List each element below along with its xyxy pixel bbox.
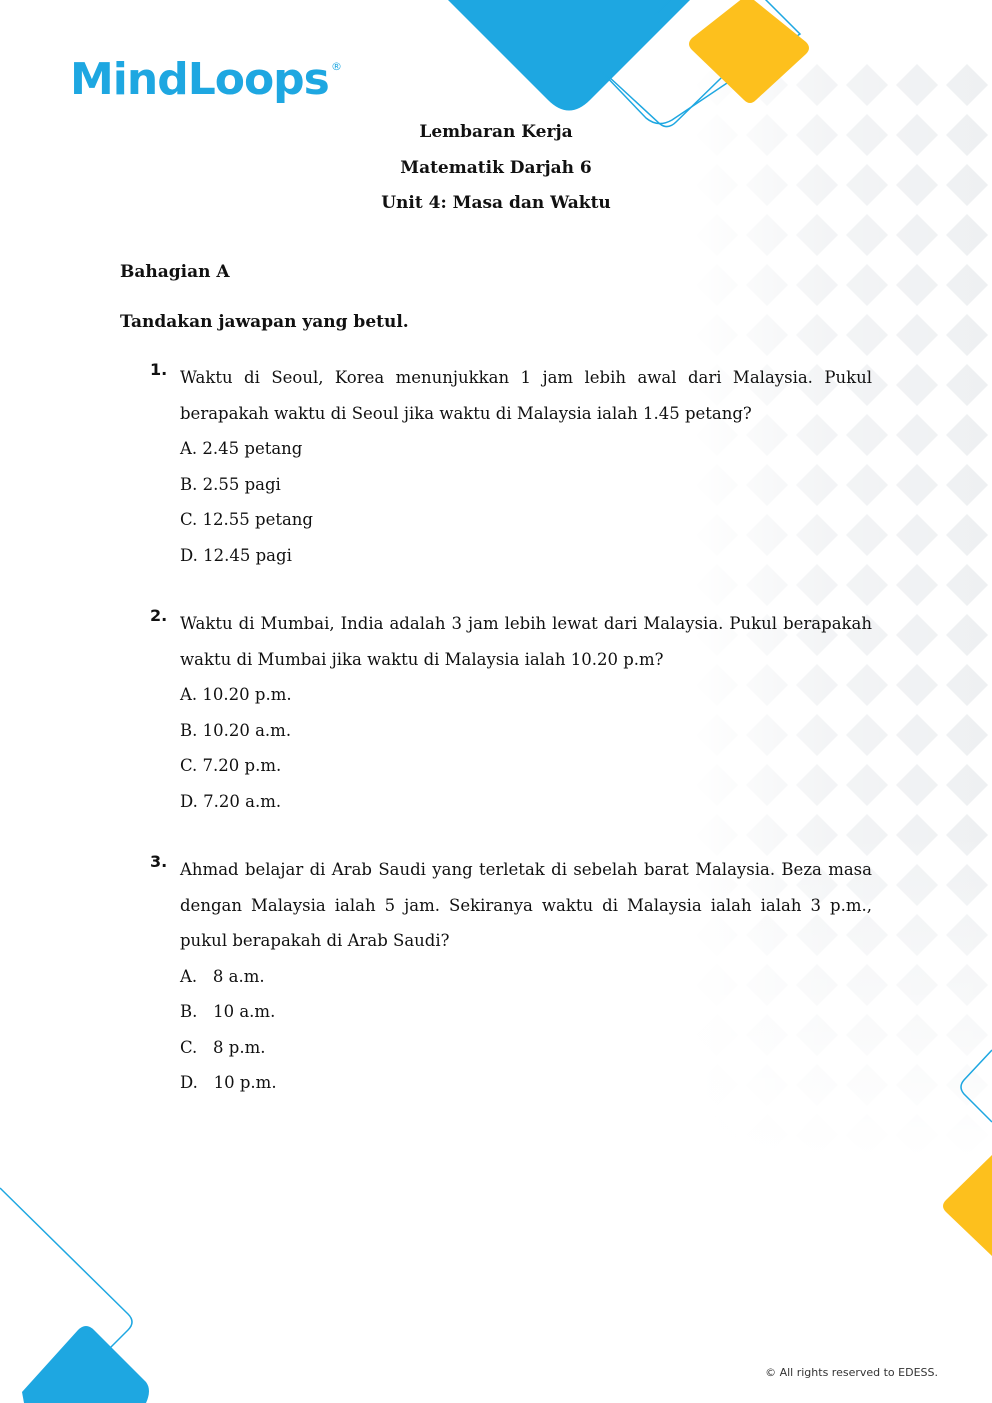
registered-mark: ® [331, 60, 342, 73]
option-d[interactable]: D. 10 p.m. [180, 1073, 277, 1092]
option-d[interactable]: D. 7.20 a.m. [180, 791, 282, 811]
logo-wordmark: MindLoops [70, 54, 329, 105]
right-outline-corner [961, 1050, 992, 1122]
worksheet-title: Lembaran Kerja [419, 122, 573, 142]
option-d[interactable]: D. 12.45 pagi [180, 545, 292, 565]
question-text: Ahmad belajar di Arab Saudi yang terletak di sebelah barat Malaysia. Beza masa dengan Malaysia ialah 5 jam. Sekiranya waktu di Malaysia ialah ialah 3 p.m., pukul berapakah di Arab Saudi? [180, 860, 872, 950]
bottom-left-blue-diamond [22, 1326, 149, 1403]
question-number: 2. [150, 606, 168, 625]
unit-title: Unit 4: Masa dan Waktu [381, 193, 611, 213]
option-b[interactable]: B. 2.55 pagi [180, 474, 281, 494]
option-a[interactable]: A. 8 a.m. [180, 966, 265, 986]
top-yellow-diamond [689, 0, 809, 103]
question-text: Waktu di Seoul, Korea menunjukkan 1 jam lebih awal dari Malaysia. Pukul berapakah waktu di Seoul jika waktu di Malaysia ialah 1.45 petang? [180, 368, 872, 423]
section-title: Bahagian A [120, 262, 230, 282]
option-a[interactable]: A. 2.45 petang [180, 439, 303, 458]
option-b[interactable]: B. 10.20 a.m. [180, 720, 292, 740]
question-1 [150, 360, 872, 573]
option-b[interactable]: B. 10 a.m. [180, 1002, 276, 1021]
right-yellow-triangle [943, 1155, 992, 1256]
option-c[interactable]: C. 8 p.m. [180, 1037, 266, 1057]
option-a[interactable]: A. 10.20 p.m. [180, 685, 292, 704]
question-3 [150, 852, 872, 1101]
copyright-footer: © All rights reserved to EDESS. [765, 1366, 938, 1379]
option-c[interactable]: C. 7.20 p.m. [180, 756, 282, 775]
question-number: 1. [150, 360, 168, 379]
option-c[interactable]: C. 12.55 petang [180, 510, 313, 529]
question-text: Waktu di Mumbai, India adalah 3 jam lebih lewat dari Malaysia. Pukul berapakah waktu di Mumbai jika waktu di Malaysia ialah 10.20 p.m? [180, 614, 872, 669]
instruction-text: Tandakan jawapan yang betul. [120, 312, 409, 332]
question-number: 3. [150, 852, 168, 871]
mindloops-logo [70, 50, 350, 120]
subject-title: Matematik Darjah 6 [400, 158, 592, 178]
question-2 [150, 606, 872, 819]
